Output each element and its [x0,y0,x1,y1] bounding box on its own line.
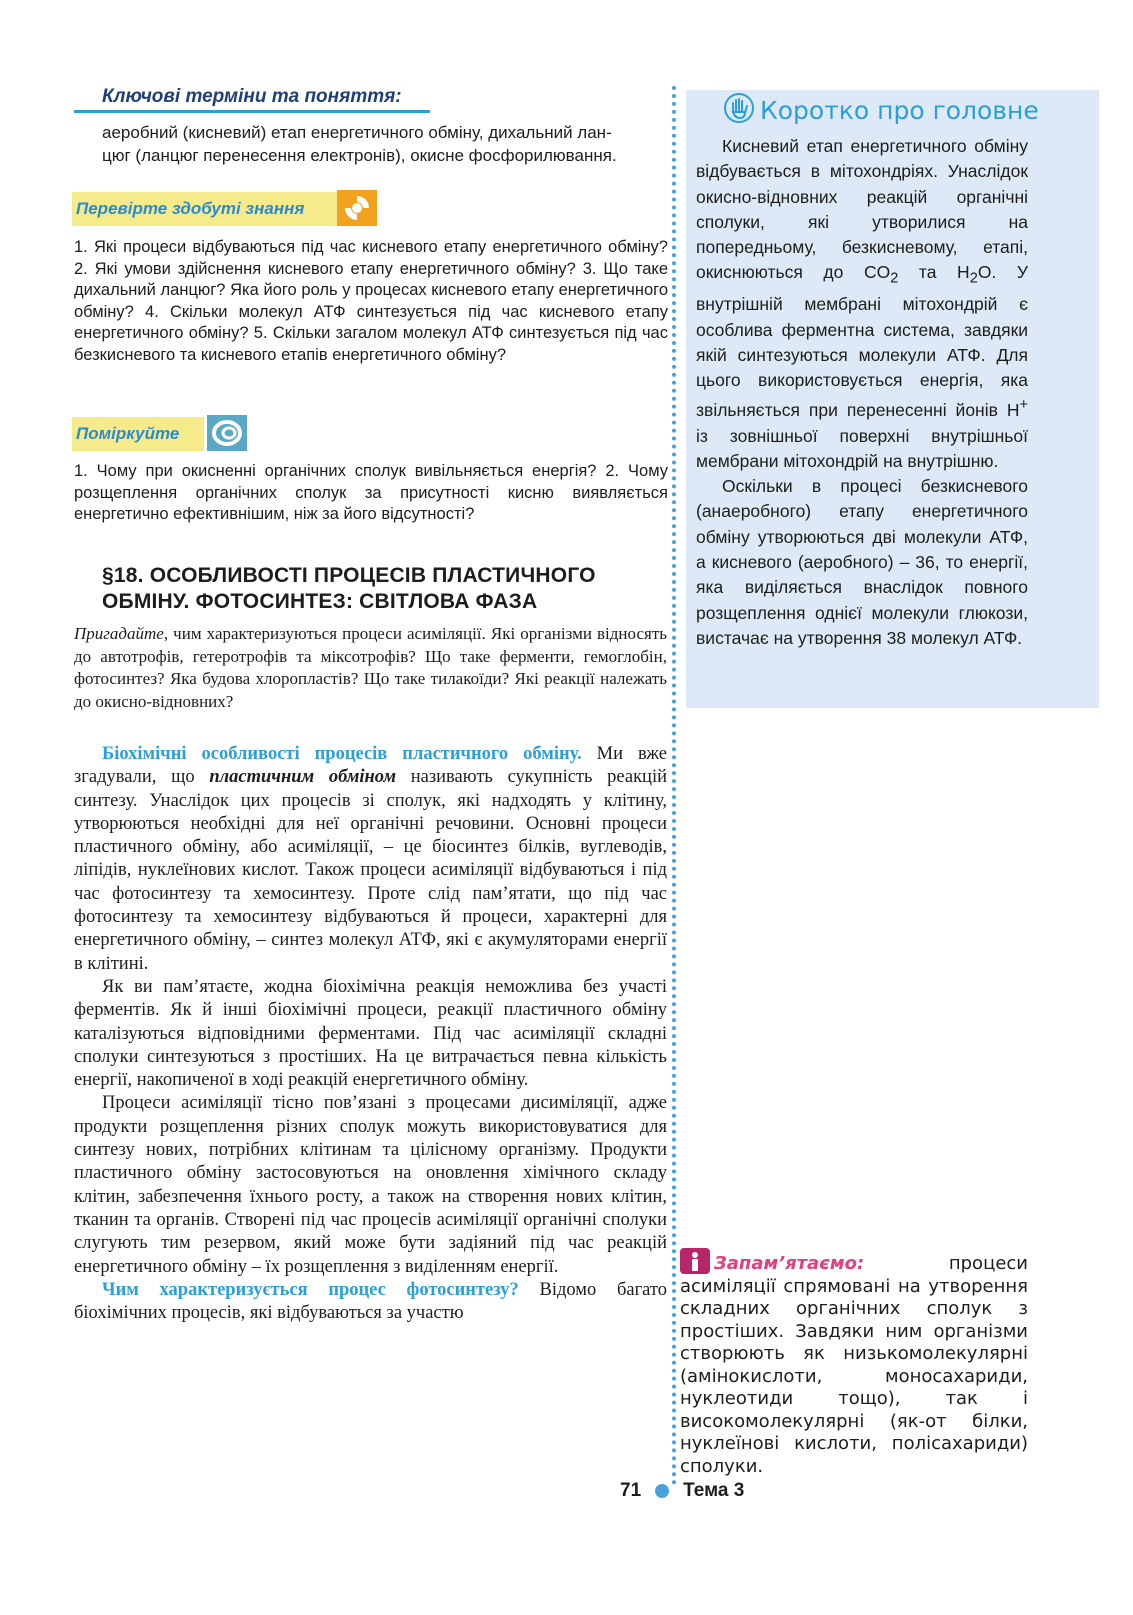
paragraph [74,1279,667,1326]
key-terms-underline [74,110,430,113]
summary-text-part: Кисневий етап енергетичного обміну відбувається в мітохондріях. Унаслідок окисно-відновних реакцій органічні сполуки, які утворилися на попередньому, безкисневому, етапі, окиснюються до CO [696,136,1028,283]
summary-text-part: та H [898,262,970,283]
intro-lead: Пригадайте [74,624,164,643]
key-terms-line: цюг (ланцюг перенесення електронів), окисне фосфорилювання. [102,146,617,165]
key-terms-title: Ключові терміни та поняття: [102,86,402,107]
paragraph-text: називають сукупність реакцій синтезу. Унаслідок цих процесів зі сполук, які надходять у клітину, утворюються необхідні для неї органічні речовини. Основні процеси пластичного обміну, або асиміляції, – це біосинтез білків, вуглеводів, ліпідів, нуклеїнових кислот. Також процеси асиміляції відбуваються і під час фотосинтезу та хемосинтезу. Проте слід пам’ятати, що під час фотосинтезу та хемосинтезу відбуваються й процеси, характерні для енергетичного обміну, – синтез молекул АТФ, які є акумуляторами енергії в клітині. [74,767,667,974]
page-number: 71 [620,1480,642,1501]
superscript: + [1019,397,1028,414]
page-footer [620,1480,744,1502]
paragraph [74,743,667,976]
swirl-icon [337,190,377,226]
summary-title: Коротко про головне [760,96,1039,125]
spiral-icon [207,415,247,451]
key-terms-line: аеробний (кисневий) етап енергетичного обміну, дихальний лан- [102,123,612,142]
check-knowledge-questions: 1. Які процеси відбуваються під час кисневого етапу енергетичного обміну? 2. Які умови здійснення кисневого етапу енергетичного обміну? 3. Що таке дихальний ланцюг? Яка його роль у процесах кисневого етапу енергетичного обміну? 4. Скільки молекул АТФ синтезується під час кисневого етапу енергетичного обміну? 5. Скільки загалом молекул АТФ синтезується під час безкисневого та кисневого етапів енергетичного обміну? [74,238,668,364]
remember-label: Запам’ятаємо: [714,1253,865,1274]
paragraph-heading: Чим характеризується процес фотосинтезу? [102,1279,519,1300]
summary-paragraph: Оскільки в процесі безкисневого (анаеробного) етапу енергетичного обміну утворюються дві молекули АТФ, а кисневого (аеробного) – 36, то енергії, яка виділяється внаслідок повного розщеплення однієї молекули глюкози, вистачає на утворення 38 молекул АТФ. [696,476,1028,648]
term: пластичним обміном [209,767,397,788]
think-banner: Поміркуйте [72,417,204,451]
remember-text: процеси асиміляції спрямовані на утворення складних органічних сполук з простіших. Завдяки ним організми створюють як низькомолекулярні (амінокислоти, моносахариди, нуклеотиди тощо), так і високомолекулярні (як-от білки, нуклеїнові кислоти, полісахариди) сполуки. [680,1253,1028,1477]
section-intro [74,623,667,713]
paragraph-text: Відомо багато біохімічних процесів, які відбуваються за участю [74,1279,667,1324]
think-questions: 1. Чому при окисненні органічних сполук вивільняється енергія? 2. Чому розщеплення органічних сполук за присутності кисню виявляється енергетично ефективнішим, ніж за його відсутності? [74,462,668,523]
hand-icon [724,92,754,129]
paragraph-text: Ми вже згадували, що [74,744,667,788]
summary-text-part: із зовнішньої поверхні внутрішньої мембрани мітохондрій на внутрішню. [696,425,1028,471]
section-title: §18. ОСОБЛИВОСТІ ПРОЦЕСІВ ПЛАСТИЧНОГО ОБМІНУ. ФОТОСИНТЕЗ: СВІТЛОВА ФАЗА [102,564,596,613]
key-terms-text [102,121,667,167]
summary-header [724,92,1039,129]
summary-text [696,134,1028,651]
paragraph: Як ви пам’ятаєте, жодна біохімічна реакція неможлива без участі ферментів. Як й інші біохімічні процеси, реакції пластичного обміну каталізуються відповідними ферментами. Під час асиміляції складні сполуки синтезуються з простіших. На це витрачається певна кількість енергії, накопиченої в ході реакцій енергетичного обміну. [74,976,667,1091]
subscript: 2 [890,270,899,287]
topic-label: Тема 3 [683,1480,745,1501]
footer-dot [655,1484,669,1498]
subscript: 2 [969,270,978,287]
column-divider [672,86,676,1486]
remember-block [680,1248,1028,1478]
section-body [74,743,667,1325]
paragraph: Процеси асиміляції тісно пов’язані з процесами дисиміляції, адже продукти розщеплення різних сполук можуть використовуватися для синтезу нових, потрібних клітинам та цілісному організму. Продукти пластичного обміну застосовуються на оновлення хімічного складу клітин, забезпечення їхнього росту, а також на створення нових клітин, тканин та органів. Створені під час процесів асиміляції органічні сполуки слугують тим резервом, який може бути задіяний під час реакцій енергетичного обміну – їх розщеплення з виділенням енергії. [74,1093,667,1277]
check-knowledge-banner: Перевірте здобуті знання [72,192,338,226]
paragraph-heading: Біохімічні особливості процесів пластичного обміну. [102,744,582,764]
intro-text: , чим характеризуються процеси асиміляції. Які організми відносять до автотрофів, гетеротрофів та міксотрофів? Що таке ферменти, гемоглобін, фотосинтез? Яка будова хлоропластів? Що таке тилакоїди? Які реакції належать до окисно-відновних? [74,624,667,711]
summary-paragraph [696,134,1028,474]
info-icon [680,1248,710,1274]
summary-text-part: O. У внутрішній мембрані мітохондрій є особлива ферментна система, завдяки якій синтезуються молекули АТФ. Для цього використовується енергія, яка звільняється при перенесенні йонів H [696,262,1028,421]
